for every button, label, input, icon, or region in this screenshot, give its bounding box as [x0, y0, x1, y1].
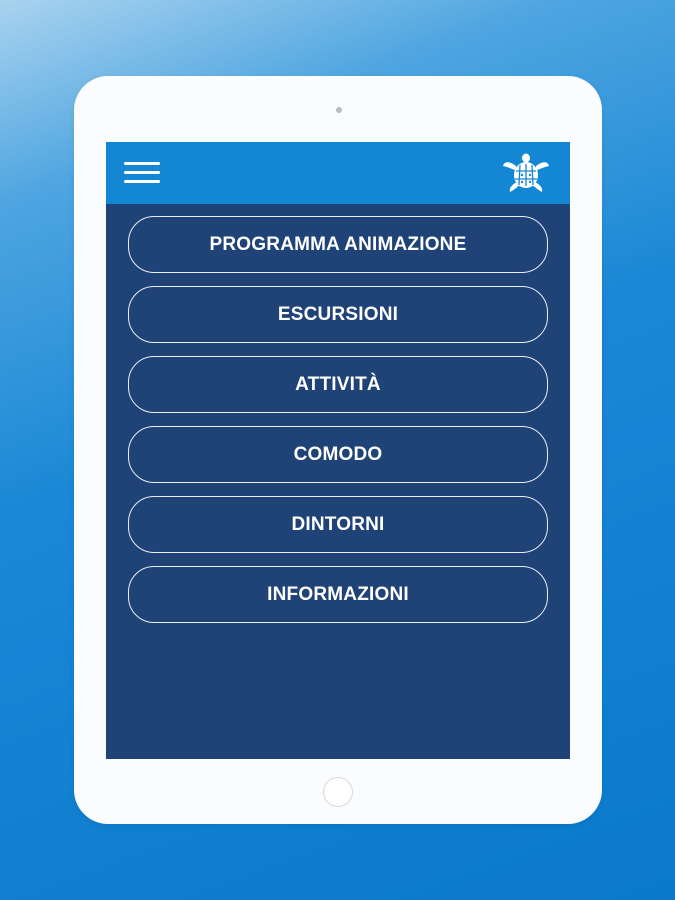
home-button[interactable]: [323, 777, 353, 807]
programma-animazione-button[interactable]: PROGRAMMA ANIMAZIONE: [128, 216, 548, 273]
escursioni-button[interactable]: ESCURSIONI: [128, 286, 548, 343]
attivita-button[interactable]: ATTIVITÀ: [128, 356, 548, 413]
app-screen: [106, 142, 570, 759]
turtle-logo-icon: [502, 152, 550, 194]
comodo-button[interactable]: COMODO: [128, 426, 548, 483]
informazioni-button[interactable]: INFORMAZIONI: [128, 566, 548, 623]
main-menu-list: [128, 216, 548, 636]
app-header: [106, 142, 570, 204]
tablet-frame: [74, 76, 602, 824]
camera-dot: [336, 107, 342, 113]
hamburger-menu-icon[interactable]: [124, 160, 160, 186]
dintorni-button[interactable]: DINTORNI: [128, 496, 548, 553]
